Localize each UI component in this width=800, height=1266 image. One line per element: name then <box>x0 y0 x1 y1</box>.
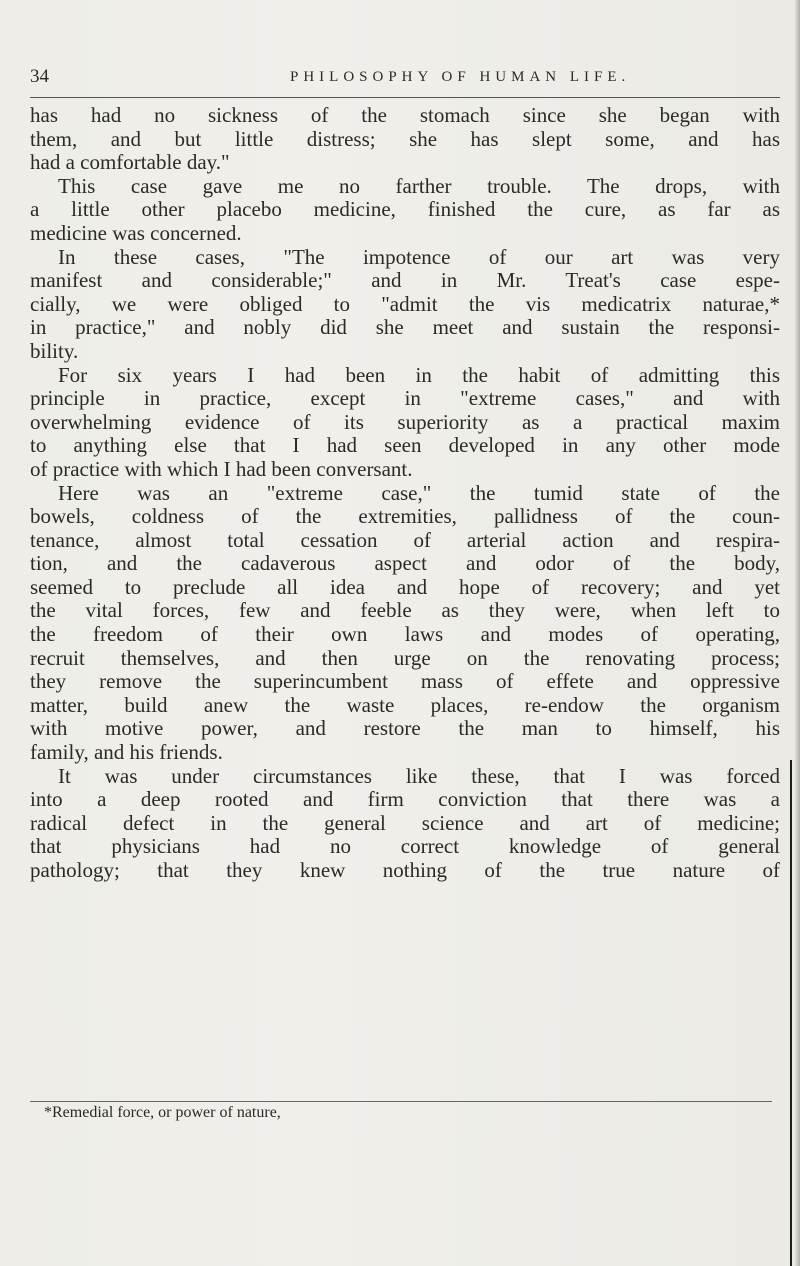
text-line: overwhelming evidence of its superiority as a practical maxim <box>30 409 780 434</box>
header-rule <box>30 97 780 98</box>
text-line: them, and but little distress; she has slept some, and has <box>30 126 780 151</box>
text-line: cially, we were obliged to "admit the vis medicatrix naturae,* <box>30 291 780 316</box>
page-number: 34 <box>30 66 49 87</box>
text-line: had a comfortable day." <box>30 150 230 175</box>
text-line: the vital forces, few and feeble as they were, when left to <box>30 598 780 623</box>
text-line: that physicians had no correct knowledge of general <box>30 834 780 859</box>
text-line: seemed to preclude all idea and hope of recovery; and yet <box>30 574 780 599</box>
text-line: principle in practice, except in "extreme cases," and with <box>30 386 780 411</box>
text-line: bowels, coldness of the extremities, pallidness of the coun- <box>30 504 780 529</box>
text-line: It was under circumstances like these, that I was forced <box>58 763 780 788</box>
text-line: in practice," and nobly did she meet and sustain the responsi- <box>30 315 780 340</box>
text-line: radical defect in the general science and art of medicine; <box>30 810 780 835</box>
text-line: with motive power, and restore the man to himself, his <box>30 716 780 741</box>
page-header <box>30 66 780 92</box>
text-line: For six years I had been in the habit of admitting this <box>58 362 780 387</box>
text-line: Here was an "extreme case," the tumid state of the <box>58 480 780 505</box>
text-line: medicine was concerned. <box>30 220 242 245</box>
text-line: matter, build anew the waste places, re-endow the organism <box>30 692 780 717</box>
text-line: has had no sickness of the stomach since she began with <box>30 103 780 127</box>
text-line: into a deep rooted and firm conviction that there was a <box>30 787 780 812</box>
text-line: bility. <box>30 338 79 363</box>
text-line: This case gave me no farther trouble. The drops, with <box>58 173 780 198</box>
page-edge-mark <box>790 760 792 1266</box>
page-edge-shadow <box>794 0 800 1266</box>
text-line: a little other placebo medicine, finished the cure, as far as <box>30 197 780 222</box>
text-line: tion, and the cadaverous aspect and odor of the body, <box>30 551 780 576</box>
text-line: the freedom of their own laws and modes of operating, <box>30 622 780 647</box>
body-text <box>30 104 780 883</box>
text-line: tenance, almost total cessation of arterial action and respira- <box>30 527 780 552</box>
text-line: they remove the superincumbent mass of effete and oppressive <box>30 669 780 694</box>
running-head: PHILOSOPHY OF HUMAN LIFE. <box>290 69 631 85</box>
text-line: recruit themselves, and then urge on the renovating process; <box>30 645 780 670</box>
text-line: manifest and considerable;" and in Mr. Treat's case espe- <box>30 268 780 293</box>
text-line: pathology; that they knew nothing of the true nature of <box>30 858 780 882</box>
footnote-rule <box>30 1101 772 1102</box>
text-line: In these cases, "The impotence of our art was very <box>58 244 780 269</box>
text-line: to anything else that I had seen developed in any other mode <box>30 433 780 458</box>
text-line: family, and his friends. <box>30 740 223 765</box>
text-line: of practice with which I had been conversant. <box>30 456 413 481</box>
footnote: *Remedial force, or power of nature, <box>44 1104 281 1121</box>
